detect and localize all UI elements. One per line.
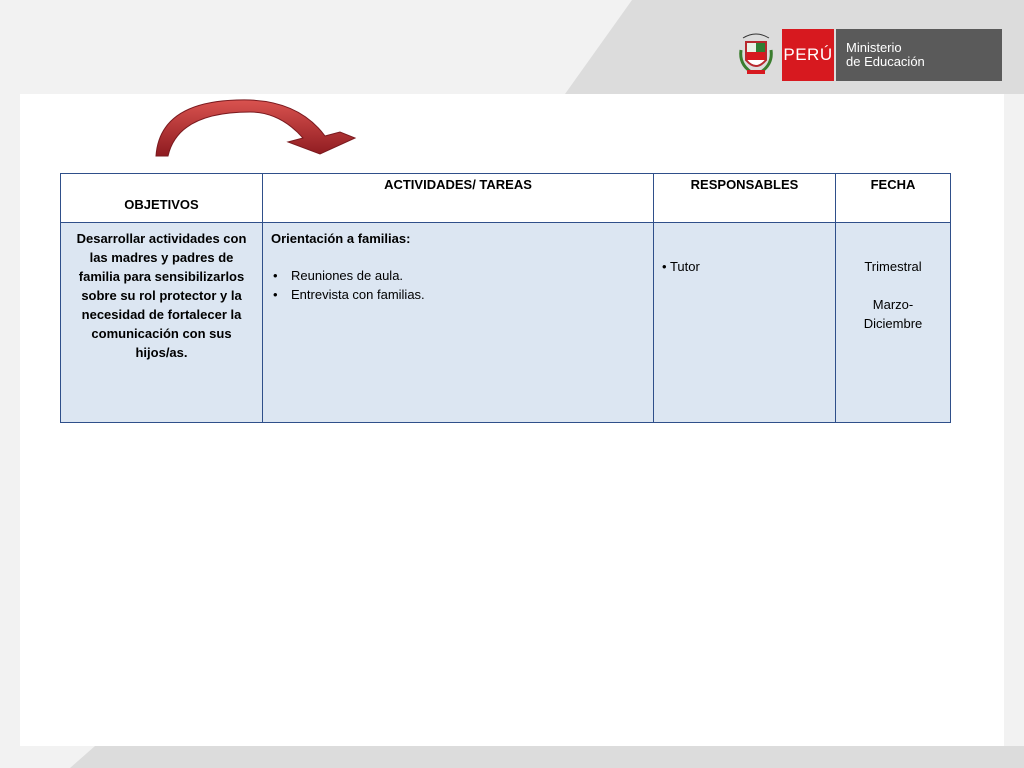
fecha-fin: Diciembre	[863, 316, 923, 331]
curved-arrow-icon	[150, 98, 365, 160]
list-item: • Reuniones de aula.	[271, 266, 645, 285]
header-objetivos: OBJETIVOS	[61, 174, 263, 223]
table-header-row	[61, 174, 951, 223]
header-fecha: FECHA	[836, 174, 951, 223]
fecha-periodo: Trimestral	[864, 259, 922, 274]
header-responsables: RESPONSABLES	[654, 174, 836, 223]
cell-objetivo: Desarrollar actividades con las madres y padres de familia para sensibilizarlos sobre su rol protector y la necesidad de fortalecer la comunicación con sus hijos/as.	[61, 223, 263, 423]
fecha-block	[844, 257, 942, 333]
planning-table	[60, 173, 951, 423]
ministry-line-2: de Educación	[846, 54, 925, 69]
cell-actividades	[263, 223, 654, 423]
actividad-title: Orientación a familias:	[271, 231, 411, 246]
peru-label: PERÚ	[782, 29, 834, 81]
responsable-label: Tutor	[669, 259, 700, 274]
ministry-label	[836, 29, 1002, 81]
peru-crest-icon	[736, 29, 776, 81]
fecha-inicio: Marzo-	[872, 297, 914, 312]
header-actividades: ACTIVIDADES/ TAREAS	[263, 174, 654, 223]
ministry-logo	[736, 29, 1002, 81]
table-row	[61, 223, 951, 423]
actividad-list	[271, 266, 645, 304]
cell-fecha	[836, 223, 951, 423]
responsable-item: • Tutor	[662, 259, 700, 274]
cell-responsables	[654, 223, 836, 423]
list-item: • Entrevista con familias.	[271, 285, 645, 304]
ministry-line-1: Ministerio	[846, 40, 902, 55]
